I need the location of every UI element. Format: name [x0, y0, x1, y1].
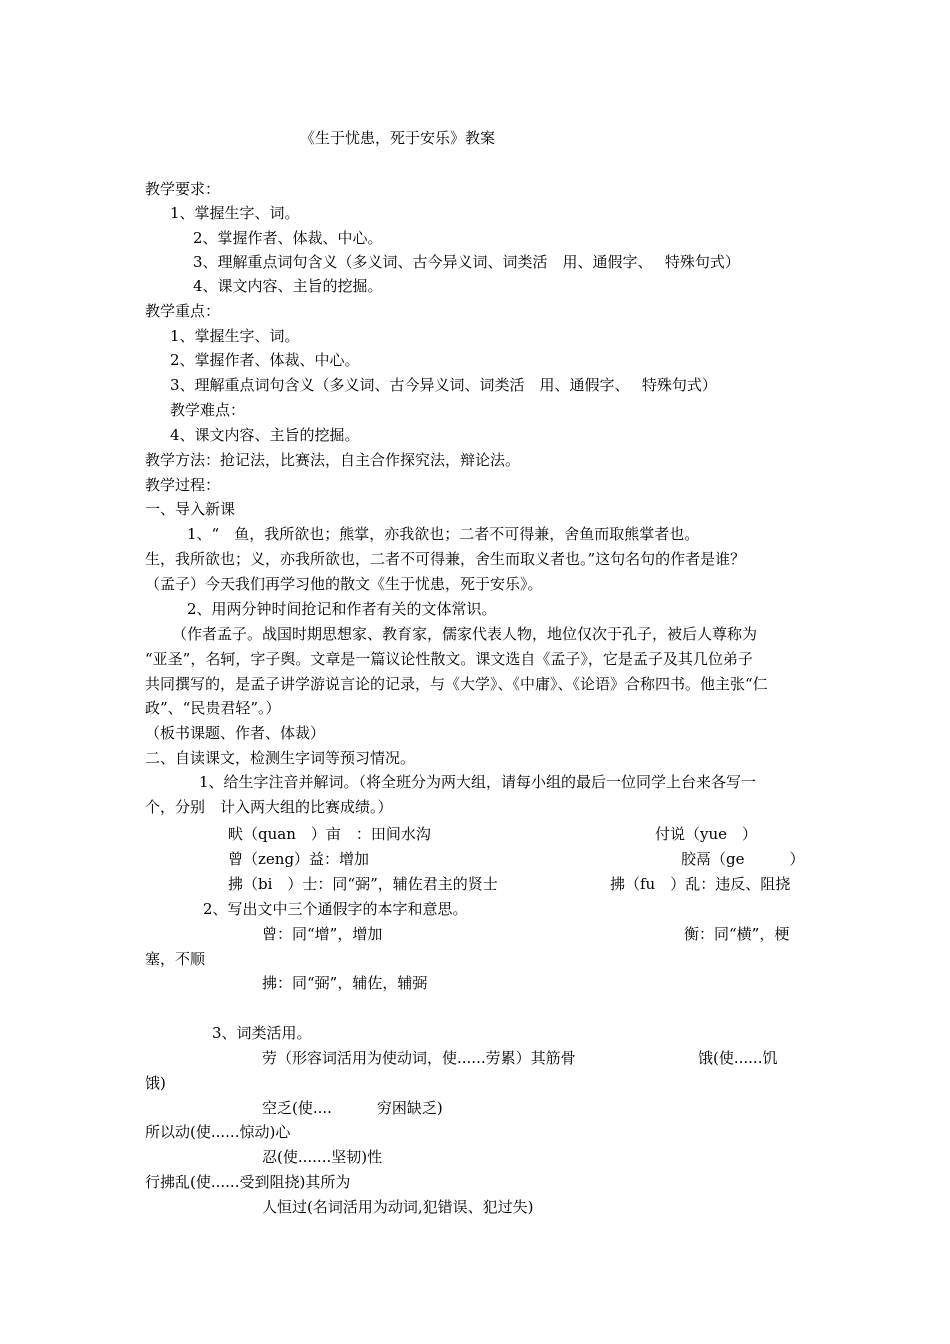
text-line: 1、掌握生字、词。: [170, 327, 300, 345]
text-line: 3、词类活用。: [212, 1024, 312, 1042]
text-line: 一、导入新课: [145, 500, 236, 518]
text-line: 胶鬲（ge ）: [681, 850, 805, 868]
text-line: 2、写出文中三个通假字的本字和意思。: [203, 900, 468, 918]
text-line: 教学难点：: [170, 401, 246, 419]
text-line: 4、课文内容、主旨的挖掘。: [193, 277, 383, 295]
text-line: 衡：同“横”，梗: [684, 925, 790, 943]
text-line: 1、“ 鱼，我所欲也；熊掌，亦我欲也；二者不可得兼，舍鱼而取熊掌者也。: [187, 525, 700, 543]
text-line: 生，我所欲也；义，亦我所欲也，二者不可得兼，舍生而取义者也。”这句名句的作者是谁？: [145, 550, 746, 568]
text-line: （板书课题、作者、体裁）: [145, 724, 326, 742]
text-line: 教学重点：: [145, 302, 221, 320]
text-line: 拂（bi ）士：同“弼”，辅佐君主的贤士: [228, 875, 498, 893]
text-line: 饿): [145, 1074, 166, 1092]
text-line: 行拂乱(使......受到阻挠)其所为: [145, 1173, 351, 1191]
text-line: 畎（quan ）亩 ：田间水沟: [228, 825, 431, 843]
text-line: 4、课文内容、主旨的挖掘。: [170, 426, 360, 444]
text-line: 曾：同“增”，增加: [262, 925, 383, 943]
text-line: 2、掌握作者、体裁、中心。: [170, 351, 360, 369]
text-line: 1、给生字注音并解词。（将全班分为两大组，请每小组的最后一位同学上台来各写一: [199, 773, 757, 791]
text-line: 2、掌握作者、体裁、中心。: [193, 229, 383, 247]
text-line: 劳（形容词活用为使动词，使......劳累）其筋骨: [262, 1049, 576, 1067]
text-line: 3、理解重点词句含义（多义词、古今异义词、词类活 用、通假字、 特殊句式）: [193, 253, 740, 271]
text-line: 2、用两分钟时间抢记和作者有关的文体常识。: [187, 600, 497, 618]
text-line: 忍(使.......坚韧)性: [262, 1148, 383, 1166]
text-line: 饿(使......饥: [698, 1049, 778, 1067]
text-line: 3、理解重点词句含义（多义词、古今异义词、词类活 用、通假字、 特殊句式）: [170, 376, 717, 394]
text-line: 共同撰写的，是孟子讲学游说言论的记录，与《大学》、《中庸》、《论语》合称四书。他主张“仁: [145, 675, 768, 693]
text-line: “亚圣”，名轲，字子舆。文章是一篇议论性散文。课文选自《孟子》，它是孟子及其几位弟子: [145, 650, 753, 668]
text-line: 拂：同“弼”，辅佐，辅弼: [262, 974, 428, 992]
text-line: 拂（fu ）乱：违反、阻挠: [610, 875, 791, 893]
text-line: 教学过程：: [145, 476, 221, 494]
text-line: 所以动(使......惊动)心: [145, 1123, 291, 1141]
text-line: 政”、“民贵君轻”。）: [145, 699, 281, 717]
document-title: 《生于忧患，死于安乐》教案: [300, 129, 496, 147]
text-line: 1、掌握生字、词。: [170, 204, 300, 222]
text-line: 教学要求：: [145, 180, 221, 198]
text-line: 个，分别 计入两大组的比赛成绩。）: [145, 798, 393, 816]
text-line: 空乏(使.... 穷困缺乏): [262, 1099, 443, 1117]
text-line: （孟子）今天我们再学习他的散文《生于忧患，死于安乐》。: [145, 575, 543, 593]
text-line: 塞，不顺: [145, 950, 206, 968]
text-line: 教学方法：抢记法，比赛法，自主合作探究法，辩论法。: [145, 451, 521, 469]
text-line: 付说（yue ）: [655, 825, 758, 843]
text-line: 人恒过(名词活用为动词,犯错误、犯过失): [262, 1198, 534, 1216]
text-line: （作者孟子。战国时期思想家、教育家，儒家代表人物，地位仅次于孔子，被后人尊称为: [172, 625, 758, 643]
text-line: 曾（zeng）益：增加: [228, 850, 370, 868]
text-line: 二、自读课文，检测生字词等预习情况。: [145, 749, 416, 767]
